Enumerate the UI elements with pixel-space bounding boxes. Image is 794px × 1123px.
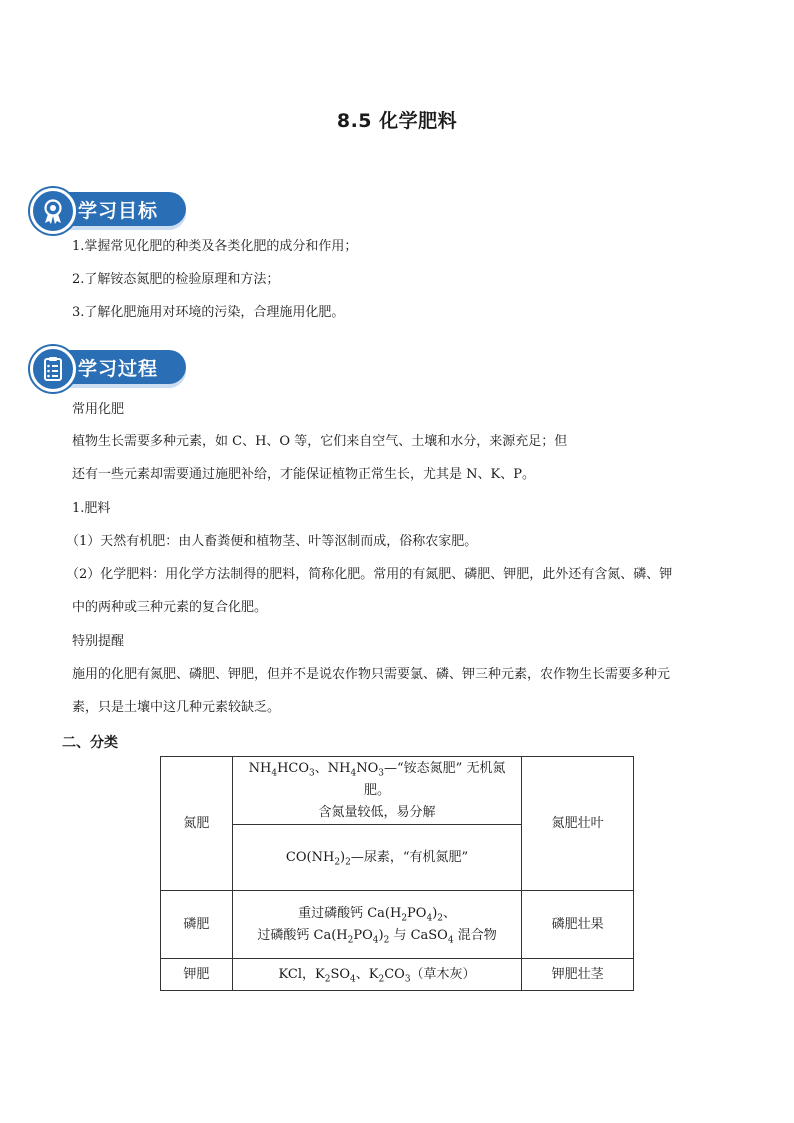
award-icon	[30, 188, 76, 234]
paragraph-line: 植物生长需要多种元素，如 C、H、O 等，它们来自空气、土壤和水分，来源充足；但	[72, 434, 568, 449]
composition-line: 重过磷酸钙 $Ca(H_2PO_4)_2$、	[298, 905, 457, 924]
paragraph-line: 施用的化肥有氮肥、磷肥、钾肥，但并不是说农作物只需要氯、磷、钾三种元素，农作物生长需要多种元	[72, 667, 671, 682]
section-banner-goals	[30, 190, 190, 228]
composition-line: $NH_4HCO_3$、$NH_4NO_3—“$铵态氮肥” 无机氮肥。	[248, 760, 506, 798]
composition-line: 含氮量较低，易分解	[318, 804, 436, 820]
section-title-goals: 学习目标	[78, 200, 159, 222]
composition-cell	[232, 825, 521, 891]
table-row	[161, 757, 634, 825]
table-row	[161, 959, 634, 991]
heading-classification: 二、分类	[62, 735, 118, 751]
goal-item: 3.了解化肥施用对环境的污染，合理施用化肥。	[72, 305, 345, 320]
paragraph-line: 中的两种或三种元素的复合化肥。	[72, 600, 268, 615]
row-name-cell: 磷肥	[161, 891, 233, 959]
fertilizer-classification-table	[160, 756, 634, 991]
subheading-fertilizer-types: 1.肥料	[72, 501, 111, 516]
effect-cell: 磷肥壮果	[522, 891, 634, 959]
section-banner-process	[30, 348, 190, 386]
composition-line: $CO(NH_2)_2—$尿素，“有机氮肥”	[285, 849, 469, 868]
goal-item: 2.了解铵态氮肥的检验原理和方法；	[72, 272, 280, 287]
goal-item: 1.掌握常见化肥的种类及各类化肥的成分和作用；	[72, 239, 358, 254]
page-title: 8.5 化学肥料	[336, 110, 458, 132]
section-title-process: 学习过程	[78, 358, 159, 380]
paragraph-line: 还有一些元素却需要通过施肥补给，才能保证植物正常生长，尤其是 N、K、P。	[72, 467, 535, 482]
row-name-cell: 钾肥	[161, 959, 233, 991]
row-name-cell: 氮肥	[161, 757, 233, 891]
composition-cell	[232, 757, 521, 825]
subheading-tip: 特别提醒	[72, 634, 125, 649]
composition-line: KCl，$K_2SO_4$、$K_2CO_3$（草木灰）	[278, 966, 476, 985]
paragraph-line: 素，只是土壤中这几种元素较缺乏。	[72, 700, 281, 715]
effect-cell: 钾肥壮茎	[522, 959, 634, 991]
composition-cell	[232, 891, 521, 959]
subheading-fertilizer: 常用化肥	[72, 402, 125, 417]
composition-line: 过磷酸钙 $Ca(H_2PO_4)_2$ 与 CaSO$_4$ 混合物	[257, 927, 497, 946]
paragraph-line: （2）化学肥料：用化学方法制得的肥料，简称化肥。常用的有氮肥、磷肥、钾肥，此外还有含氮、磷、钾	[66, 567, 673, 582]
effect-cell: 氮肥壮叶	[522, 757, 634, 891]
checklist-icon	[30, 346, 76, 392]
composition-cell	[232, 959, 521, 991]
table-row	[161, 891, 634, 959]
paragraph-line: （1）天然有机肥：由人畜粪便和植物茎、叶等沤制而成，俗称农家肥。	[66, 534, 478, 549]
